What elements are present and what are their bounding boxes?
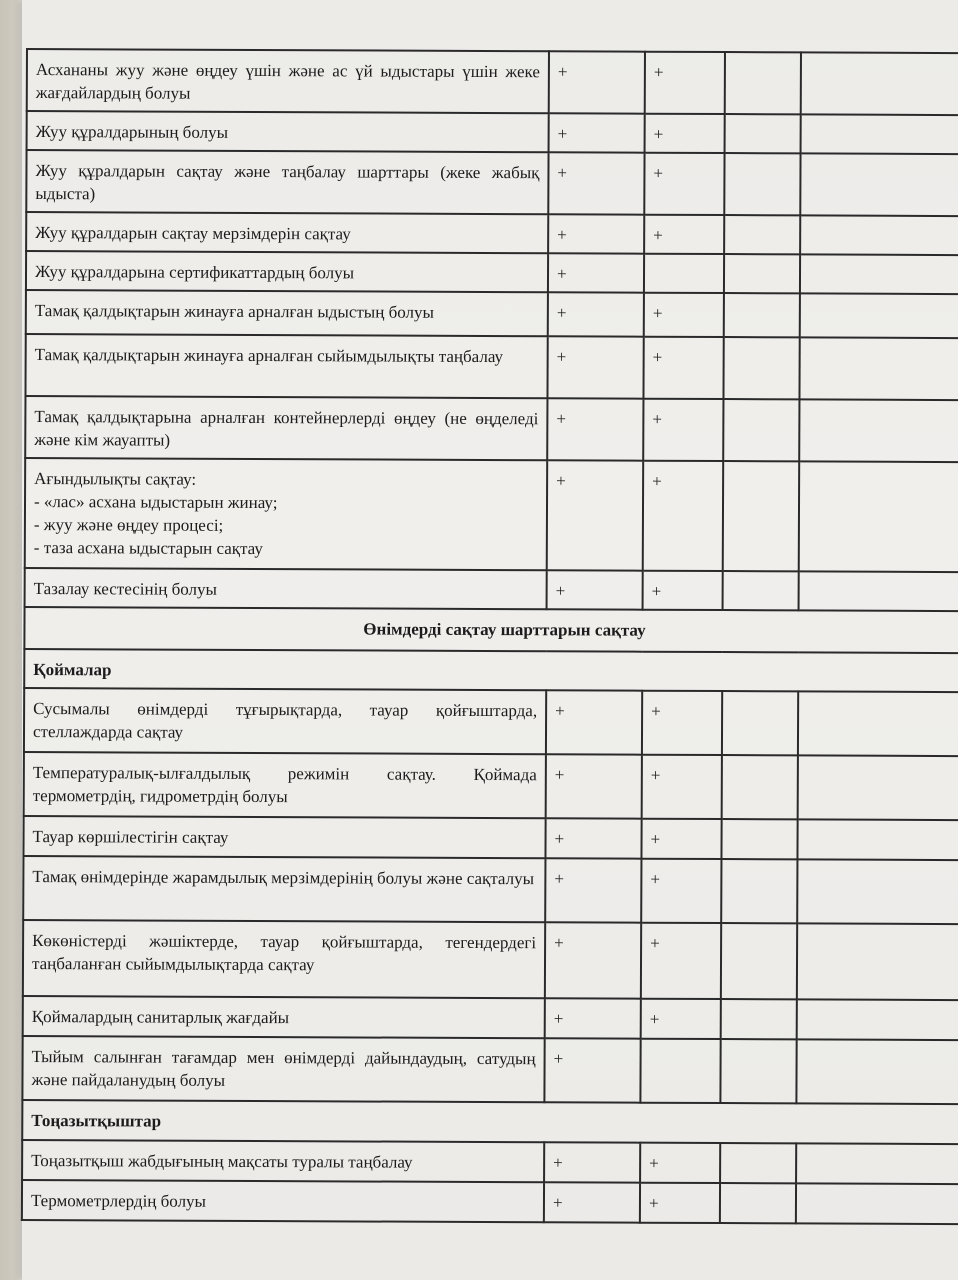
check-mark-2 [644, 254, 724, 293]
empty-cell [720, 1039, 796, 1103]
check-mark-2: + [641, 923, 721, 999]
empty-cell [796, 1183, 958, 1224]
check-mark-1: + [547, 336, 643, 398]
section-title: Өнімдерді сақтау шарттарын сақтау [24, 607, 958, 653]
row-label: Жуу құралдарына сертификаттардың болуы [26, 251, 548, 292]
check-mark-1: + [548, 152, 644, 214]
check-mark-1: + [548, 214, 644, 253]
subsection-title-warehouses-row [24, 649, 958, 692]
table-row [23, 816, 958, 860]
empty-cell [721, 923, 797, 999]
empty-cell [798, 755, 958, 820]
check-mark-2: + [640, 1143, 720, 1183]
empty-cell [724, 254, 800, 293]
check-mark-2 [640, 1039, 720, 1103]
empty-cell [801, 52, 958, 115]
empty-cell [724, 215, 800, 254]
table-row [25, 334, 958, 400]
empty-cell [723, 399, 799, 461]
table-row [26, 150, 958, 216]
row-label-line: - таза асхана ыдыстарын сақтау [33, 538, 263, 559]
table-row [23, 856, 958, 924]
row-label-multiline [25, 458, 547, 570]
empty-cell [799, 461, 958, 572]
row-label: Тазалау кестесінің болуы [25, 568, 547, 609]
row-label-line: - жуу және өңдеу процесі; [33, 515, 224, 535]
table-row [24, 752, 958, 820]
row-label: Жуу құралдарын сақтау және таңбалау шарттары (жеке жабық ыдыста) [26, 150, 548, 214]
row-label: Тамақ өнімдерінде жарамдылық мерзімдерінің болуы және сақталуы [23, 856, 545, 922]
check-mark-1: + [549, 113, 645, 152]
empty-cell [800, 254, 958, 294]
check-mark-2: + [641, 999, 721, 1039]
row-label: Тыйым салынған тағамдар мен өнімдерді дайындаудың, сатудың және пайдаланудың болуы [22, 1036, 544, 1102]
table-row [27, 49, 958, 115]
check-mark-2: + [645, 114, 725, 153]
row-label: Тоңазытқыш жабдығының мақсаты туралы таңбалау [22, 1140, 544, 1182]
row-label: Көкөністерді жәшіктерде, тауар қойғыштарда, тегендердегі таңбаланған сыйымдылықтарда сақтау [23, 920, 545, 998]
check-mark-2: + [641, 819, 721, 859]
subsection-title-warehouses: Қоймалар [24, 649, 958, 692]
empty-cell [796, 1143, 958, 1184]
empty-cell [720, 1143, 796, 1183]
row-label: Жуу құралдарының болуы [27, 111, 549, 152]
empty-cell [800, 215, 958, 255]
table-row [25, 568, 958, 611]
empty-cell [722, 755, 798, 819]
table-row [25, 396, 958, 462]
empty-cell [797, 999, 958, 1040]
check-mark-1: + [547, 460, 643, 570]
empty-cell [798, 691, 958, 756]
row-label: Тамақ қалдықтарын жинауға арналған сыйымдылықты таңбалау [25, 334, 547, 398]
row-label: Термометрлердің болуы [22, 1180, 544, 1222]
check-mark-1: + [544, 1038, 640, 1102]
check-mark-2: + [644, 215, 724, 254]
check-mark-2: + [643, 461, 723, 571]
empty-cell [799, 337, 958, 400]
empty-cell [797, 819, 958, 860]
check-mark-1: + [545, 818, 641, 858]
table-row [26, 212, 958, 255]
row-label: Температуралық-ылғалдылық режимін сақтау. Қоймада термометрдің, гидрометрдің болуы [24, 752, 546, 818]
empty-cell [797, 859, 958, 924]
check-mark-1: + [544, 1182, 640, 1222]
table-row [23, 920, 958, 1000]
empty-cell [801, 114, 958, 154]
check-mark-1: + [549, 51, 645, 113]
check-mark-1: + [545, 998, 641, 1038]
empty-cell [724, 153, 800, 215]
table-row [26, 251, 958, 294]
check-mark-2: + [644, 153, 724, 215]
table-row [24, 688, 958, 756]
table-row [23, 996, 958, 1040]
empty-cell [723, 461, 799, 571]
empty-cell [724, 293, 800, 337]
subsection-title-fridges: Тоңазытқыштар [22, 1100, 958, 1144]
table-row [25, 458, 958, 572]
check-mark-1: + [545, 922, 641, 998]
check-mark-2: + [643, 571, 723, 610]
empty-cell [723, 337, 799, 399]
check-mark-2: + [645, 52, 725, 114]
check-mark-1: + [546, 690, 642, 754]
check-mark-1: + [547, 398, 643, 460]
check-mark-2: + [643, 399, 723, 461]
row-label: Сусымалы өнімдерді тұғырықтарда, тауар қойғыштарда, стеллаждарда сақтау [24, 688, 546, 754]
check-mark-1: + [548, 292, 644, 336]
row-label: Жуу құралдарын сақтау мерзімдерін сақтау [26, 212, 548, 253]
empty-cell [722, 691, 798, 755]
table-row [26, 290, 958, 338]
row-label: Тамақ қалдықтарына арналған контейнерлерді өңдеу (не өңделеді және кім жауапты) [25, 396, 547, 460]
check-mark-1: + [545, 858, 641, 922]
check-mark-2: + [643, 337, 723, 399]
check-mark-2: + [644, 293, 724, 337]
checklist-table [21, 48, 958, 1225]
row-label: Тауар көршілестігін сақтау [23, 816, 545, 858]
row-label: Тамақ қалдықтарын жинауға арналған ыдыстың болуы [26, 290, 548, 336]
row-label: Асхананы жуу және өңдеу үшін және ас үй ыдыстары үшін жеке жағдайлардың болуы [27, 49, 549, 113]
empty-cell [721, 859, 797, 923]
empty-cell [721, 999, 797, 1039]
table-row [22, 1036, 958, 1104]
subsection-title-fridges-row [22, 1100, 958, 1144]
row-label: Қоймалардың санитарлық жағдайы [23, 996, 545, 1038]
row-label-line: - «лас» асхана ыдыстарын жинау; [33, 492, 278, 513]
row-label-line: Ағындылықты сақтау: [34, 469, 197, 489]
empty-cell [797, 923, 958, 1000]
empty-cell [725, 114, 801, 153]
empty-cell [720, 1183, 796, 1223]
check-mark-2: + [640, 1183, 720, 1223]
check-mark-2: + [641, 859, 721, 923]
check-mark-1: + [546, 754, 642, 818]
table-row [22, 1180, 958, 1224]
section-title-row [24, 607, 958, 653]
empty-cell [725, 52, 801, 114]
empty-cell [721, 819, 797, 859]
checklist-body [22, 49, 958, 1224]
empty-cell [800, 293, 958, 338]
empty-cell [723, 571, 799, 610]
empty-cell [796, 1039, 958, 1104]
table-row [27, 111, 958, 154]
check-mark-1: + [547, 570, 643, 609]
table-row [22, 1140, 958, 1184]
check-mark-2: + [642, 755, 722, 819]
check-mark-1: + [544, 1142, 640, 1182]
check-mark-1: + [548, 253, 644, 292]
empty-cell [799, 399, 958, 462]
check-mark-2: + [642, 691, 722, 755]
empty-cell [800, 153, 958, 216]
empty-cell [799, 571, 958, 611]
